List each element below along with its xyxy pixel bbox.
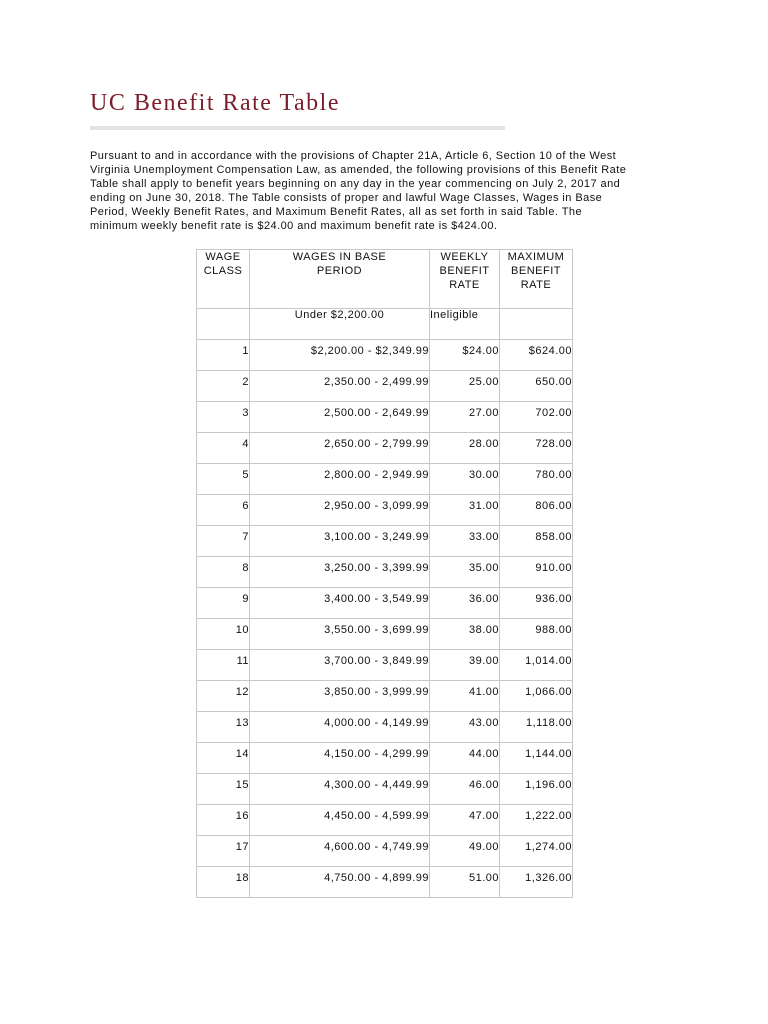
header-line: BENEFIT: [511, 265, 561, 277]
wage-class-cell: 6: [197, 495, 250, 526]
table-row: [197, 619, 573, 650]
wages-cell: 2,650.00 - 2,799.99: [250, 433, 430, 464]
wages-cell: 3,850.00 - 3,999.99: [250, 681, 430, 712]
maximum-benefit-cell: 650.00: [500, 371, 573, 402]
maximum-benefit-cell: 702.00: [500, 402, 573, 433]
weekly-benefit-cell: 43.00: [430, 712, 500, 743]
wages-cell: 4,300.00 - 4,449.99: [250, 774, 430, 805]
wage-class-cell: 18: [197, 867, 250, 898]
header-maximum-benefit-rate: [500, 250, 573, 309]
wages-cell: 3,100.00 - 3,249.99: [250, 526, 430, 557]
table-row: [197, 557, 573, 588]
wages-cell: 3,400.00 - 3,549.99: [250, 588, 430, 619]
maximum-benefit-cell: 1,144.00: [500, 743, 573, 774]
header-line: PERIOD: [316, 265, 363, 277]
wage-class-cell: 13: [197, 712, 250, 743]
weekly-benefit-cell: 31.00: [430, 495, 500, 526]
intro-line: Virginia Unemployment Compensation Law, as amended, the following provisions of this Benefit Rate: [90, 164, 627, 176]
header-line: RATE: [520, 279, 552, 291]
maximum-benefit-cell: 806.00: [500, 495, 573, 526]
wages-cell: 4,600.00 - 4,749.99: [250, 836, 430, 867]
header-wages-in-base-period: [250, 250, 430, 309]
weekly-benefit-cell: 41.00: [430, 681, 500, 712]
weekly-benefit-cell: $24.00: [430, 340, 500, 371]
wage-class-cell: 2: [197, 371, 250, 402]
table-row: [197, 805, 573, 836]
wage-class-cell: 15: [197, 774, 250, 805]
title-underline: [90, 126, 505, 130]
maximum-benefit-cell: 858.00: [500, 526, 573, 557]
weekly-benefit-cell: 38.00: [430, 619, 500, 650]
maximum-benefit-cell: 1,014.00: [500, 650, 573, 681]
wages-cell: 4,450.00 - 4,599.99: [250, 805, 430, 836]
wages-cell: 3,550.00 - 3,699.99: [250, 619, 430, 650]
table-row: [197, 650, 573, 681]
ineligible-max-cell: [500, 309, 573, 340]
wage-class-cell: 8: [197, 557, 250, 588]
maximum-benefit-cell: 1,066.00: [500, 681, 573, 712]
wage-class-cell: 16: [197, 805, 250, 836]
wages-cell: 4,000.00 - 4,149.99: [250, 712, 430, 743]
header-line: BENEFIT: [439, 265, 490, 277]
header-line: WAGES IN BASE: [292, 251, 387, 263]
wage-class-cell: 10: [197, 619, 250, 650]
wages-cell: 3,700.00 - 3,849.99: [250, 650, 430, 681]
maximum-benefit-cell: 1,118.00: [500, 712, 573, 743]
wage-class-cell: 11: [197, 650, 250, 681]
table-row: [197, 867, 573, 898]
table-header-row: [197, 250, 573, 309]
maximum-benefit-cell: 780.00: [500, 464, 573, 495]
table-row: [197, 681, 573, 712]
table-row: [197, 836, 573, 867]
maximum-benefit-cell: 988.00: [500, 619, 573, 650]
weekly-benefit-cell: 30.00: [430, 464, 500, 495]
intro-line: ending on June 30, 2018. The Table consists of proper and lawful Wage Classes, Wages in Base: [90, 192, 603, 204]
maximum-benefit-cell: 1,222.00: [500, 805, 573, 836]
table-row: [197, 340, 573, 371]
wages-cell: 4,150.00 - 4,299.99: [250, 743, 430, 774]
wage-class-cell: 3: [197, 402, 250, 433]
maximum-benefit-cell: 1,196.00: [500, 774, 573, 805]
wage-class-cell: 12: [197, 681, 250, 712]
weekly-benefit-cell: 25.00: [430, 371, 500, 402]
maximum-benefit-cell: 1,274.00: [500, 836, 573, 867]
table-row: [197, 588, 573, 619]
wage-class-cell: 17: [197, 836, 250, 867]
ineligible-wages-cell: Under $2,200.00: [250, 309, 430, 340]
maximum-benefit-cell: 910.00: [500, 557, 573, 588]
weekly-benefit-cell: 51.00: [430, 867, 500, 898]
wage-class-cell: 4: [197, 433, 250, 464]
weekly-benefit-cell: 33.00: [430, 526, 500, 557]
weekly-benefit-cell: 47.00: [430, 805, 500, 836]
header-line: RATE: [449, 279, 480, 291]
header-line: WAGE: [205, 251, 241, 263]
wage-class-cell: 14: [197, 743, 250, 774]
table-row: [197, 526, 573, 557]
header-line: CLASS: [203, 265, 243, 277]
table-row: [197, 495, 573, 526]
ineligible-weekly-cell: Ineligible: [430, 309, 500, 340]
wages-cell: 3,250.00 - 3,399.99: [250, 557, 430, 588]
weekly-benefit-cell: 46.00: [430, 774, 500, 805]
weekly-benefit-cell: 28.00: [430, 433, 500, 464]
wage-class-cell: 1: [197, 340, 250, 371]
intro-line: Period, Weekly Benefit Rates, and Maximum Benefit Rates, all as set forth in said Table. The: [90, 206, 583, 218]
ineligible-row: [197, 309, 573, 340]
maximum-benefit-cell: $624.00: [500, 340, 573, 371]
intro-line: Table shall apply to benefit years beginning on any day in the year commencing on July 2, 2017 and: [90, 178, 621, 190]
intro-paragraph: [90, 149, 680, 233]
header-weekly-benefit-rate: [430, 250, 500, 309]
table-row: [197, 402, 573, 433]
weekly-benefit-cell: 36.00: [430, 588, 500, 619]
wages-cell: 4,750.00 - 4,899.99: [250, 867, 430, 898]
weekly-benefit-cell: 49.00: [430, 836, 500, 867]
intro-line: minimum weekly benefit rate is $24.00 and maximum benefit rate is $424.00.: [90, 220, 498, 232]
table-row: [197, 464, 573, 495]
wages-cell: 2,500.00 - 2,649.99: [250, 402, 430, 433]
wages-cell: 2,800.00 - 2,949.99: [250, 464, 430, 495]
wage-class-cell: 9: [197, 588, 250, 619]
header-line: MAXIMUM: [507, 251, 565, 263]
wage-class-cell: 7: [197, 526, 250, 557]
wages-cell: 2,350.00 - 2,499.99: [250, 371, 430, 402]
weekly-benefit-cell: 39.00: [430, 650, 500, 681]
maximum-benefit-cell: 728.00: [500, 433, 573, 464]
ineligible-class-cell: [197, 309, 250, 340]
maximum-benefit-cell: 936.00: [500, 588, 573, 619]
intro-line: Pursuant to and in accordance with the provisions of Chapter 21A, Article 6, Section 10 of the West: [90, 150, 617, 162]
wages-cell: $2,200.00 - $2,349.99: [250, 340, 430, 371]
page-title: UC Benefit Rate Table: [90, 90, 340, 116]
table-row: [197, 712, 573, 743]
table-row: [197, 743, 573, 774]
benefit-rate-table: [196, 249, 573, 898]
weekly-benefit-cell: 35.00: [430, 557, 500, 588]
weekly-benefit-cell: 27.00: [430, 402, 500, 433]
header-line: WEEKLY: [440, 251, 489, 263]
wage-class-cell: 5: [197, 464, 250, 495]
table-row: [197, 371, 573, 402]
header-wage-class: [197, 250, 250, 309]
table-row: [197, 433, 573, 464]
maximum-benefit-cell: 1,326.00: [500, 867, 573, 898]
weekly-benefit-cell: 44.00: [430, 743, 500, 774]
wages-cell: 2,950.00 - 3,099.99: [250, 495, 430, 526]
table-row: [197, 774, 573, 805]
